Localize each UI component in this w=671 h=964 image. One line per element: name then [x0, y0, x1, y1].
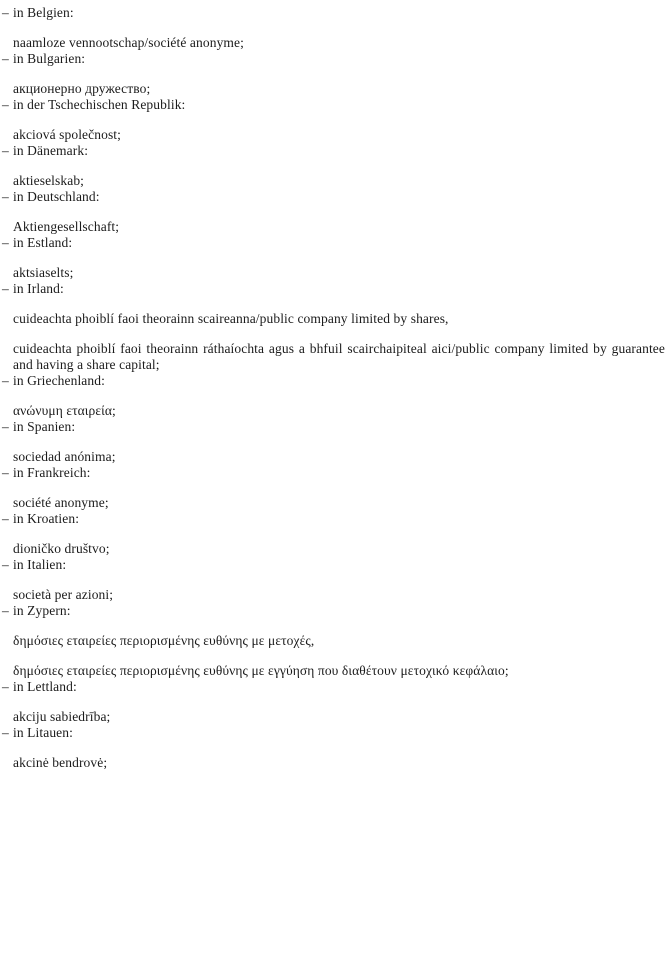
country-line	[2, 419, 665, 435]
member-state-entry	[2, 419, 665, 465]
list-dash: –	[2, 511, 9, 526]
member-state-entry	[2, 373, 665, 419]
country-label: in Estland:	[13, 235, 73, 250]
company-form-line: δημόσιες εταιρείες περιορισμένης ευθύνης με μετοχές,	[13, 633, 315, 648]
country-line	[2, 51, 665, 67]
list-dash: –	[2, 465, 9, 480]
company-form-line: akciová společnost;	[13, 127, 121, 142]
list-dash: –	[2, 51, 9, 66]
country-line	[2, 97, 665, 113]
country-line	[2, 679, 665, 695]
country-label: in Frankreich:	[13, 465, 91, 480]
country-label: in Litauen:	[13, 725, 73, 740]
country-label: in Italien:	[13, 557, 67, 572]
company-form-line: aktieselskab;	[13, 173, 85, 188]
company-form-line: sociedad anónima;	[13, 449, 116, 464]
list-dash: –	[2, 143, 9, 158]
country-label: in Dänemark:	[13, 143, 89, 158]
country-label: in Bulgarien:	[13, 51, 86, 66]
list-dash: –	[2, 603, 9, 618]
company-form-line: акционерно дружество;	[13, 81, 151, 96]
company-form-line: dioničko društvo;	[13, 541, 110, 556]
country-line	[2, 511, 665, 527]
company-form-line: akcinė bendrovė;	[13, 755, 108, 770]
member-state-entry	[2, 97, 665, 143]
country-label: in Belgien:	[13, 5, 74, 20]
company-form-line: naamloze vennootschap/société anonyme;	[13, 35, 244, 50]
member-state-entry	[2, 189, 665, 235]
member-state-entry	[2, 281, 665, 373]
list-dash: –	[2, 97, 9, 112]
list-dash: –	[2, 235, 9, 250]
company-form-line: ανώνυμη εταιρεία;	[13, 403, 116, 418]
country-line	[2, 5, 665, 21]
member-state-entry	[2, 5, 665, 51]
list-dash: –	[2, 725, 9, 740]
company-form-line: cuideachta phoiblí faoi theorainn ráthaíochta agus a bhfuil scairchaipiteal aici/public company limited by guarantee and having a share capital;	[13, 341, 665, 372]
country-label: in Kroatien:	[13, 511, 80, 526]
company-form-line: δημόσιες εταιρείες περιορισμένης ευθύνης με εγγύηση που διαθέτουν μετοχικό κεφάλαιο;	[13, 663, 509, 678]
list-dash: –	[2, 679, 9, 694]
member-state-entry	[2, 51, 665, 97]
country-label: in der Tschechischen Republik:	[13, 97, 186, 112]
member-state-entry	[2, 465, 665, 511]
member-state-entry	[2, 143, 665, 189]
company-type-list	[2, 5, 665, 771]
company-form-line: cuideachta phoiblí faoi theorainn scaireanna/public company limited by shares,	[13, 311, 449, 326]
country-line	[2, 557, 665, 573]
company-form-line: aktsiaselts;	[13, 265, 74, 280]
country-line	[2, 465, 665, 481]
country-line	[2, 725, 665, 741]
member-state-entry	[2, 679, 665, 725]
country-label: in Spanien:	[13, 419, 76, 434]
list-dash: –	[2, 373, 9, 388]
member-state-entry	[2, 511, 665, 557]
company-form-line: Aktiengesellschaft;	[13, 219, 120, 234]
company-form-line: società per azioni;	[13, 587, 114, 602]
list-dash: –	[2, 419, 9, 434]
company-form-line: akciju sabiedrība;	[13, 709, 111, 724]
member-state-entry	[2, 725, 665, 771]
country-label: in Deutschland:	[13, 189, 100, 204]
company-form-line: société anonyme;	[13, 495, 109, 510]
country-label: in Zypern:	[13, 603, 71, 618]
country-line	[2, 143, 665, 159]
list-dash: –	[2, 189, 9, 204]
country-line	[2, 189, 665, 205]
list-dash: –	[2, 5, 9, 20]
member-state-entry	[2, 557, 665, 603]
country-line	[2, 235, 665, 251]
country-line	[2, 373, 665, 389]
list-dash: –	[2, 281, 9, 296]
country-line	[2, 281, 665, 297]
country-label: in Lettland:	[13, 679, 77, 694]
country-label: in Irland:	[13, 281, 64, 296]
member-state-entry	[2, 235, 665, 281]
country-line	[2, 603, 665, 619]
country-label: in Griechenland:	[13, 373, 105, 388]
list-dash: –	[2, 557, 9, 572]
member-state-entry	[2, 603, 665, 679]
